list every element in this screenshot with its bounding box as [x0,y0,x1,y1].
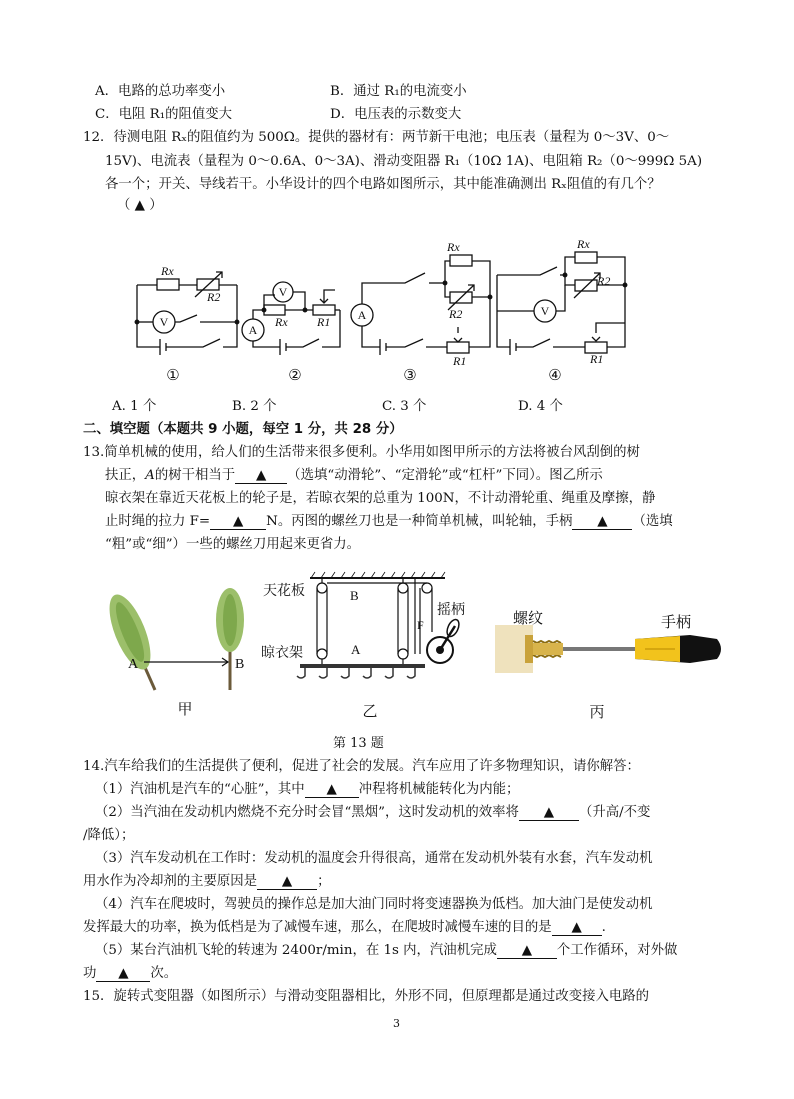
figure-13-caption: 第 13 题 [333,736,384,751]
q14-line-9: （5）某台汽油机飞轮的转速为 2400r/min，在 1s 内，汽油机完成 ▲ 个工作循环，对外做 [95,943,678,958]
q14-line-2: （1）汽油机是汽车的“心脏”，其中 ▲ 冲程将机械能转化为内能； [95,782,520,797]
label-ceiling: 天花板 [263,584,305,599]
q14-blank-2[interactable]: ▲ [519,805,579,821]
q12-line-3: 各一个；开关、导线若干。小华设计的四个电路如图所示，其中能准确测出 Rₓ阻值的有几个？ [105,177,661,192]
caption-bing: 丙 [589,705,605,721]
figure-yi-clothes-rack [255,562,485,722]
q14-line-4: /降低）； [83,828,135,843]
tree-point-b: B [235,657,245,672]
q14-line-7: （4）汽车在爬坡时，驾驶员的操作总是加大油门同时将变速器换为低档。加大油门是使发动机 [95,897,653,912]
circuit-3 [351,255,492,355]
q13-line-3: 晾衣架在靠近天花板上的轮子是，若晾衣架的总重为 100N，不计动滑轮重、绳重及摩擦，静 [105,491,656,506]
c3-r1-label: R1 [453,354,467,368]
q12-option-c: C. 3 个 [382,399,427,414]
q14-line-1: 14.汽车给我们的生活提供了便利，促进了社会的发展。汽车应用了许多物理知识，请你解答： [83,759,640,774]
c4-voltmeter-v: V [540,304,550,318]
q12-line-1: 12．待测电阻 Rₓ的阻值约为 500Ω。提供的器材有：两节新干电池；电压表（量程为 0～3V、0～ [83,130,670,145]
c3-ammeter-a: A [357,308,367,322]
q14-line-10: 功 ▲ 次。 [83,966,178,981]
q13-line-4: 止时绳的拉力 F= ▲ N。丙图的螺丝刀也是一种简单机械，叫轮轴，手柄 ▲ （选填 [105,514,673,529]
label-rack: 晾衣架 [261,646,303,661]
c1-voltmeter-v: V [159,315,169,329]
q11-option-b: B．通过 R₁的电流变小 [330,84,467,99]
q11-option-c: C．电阻 R₁的阻值变大 [95,107,233,122]
screwdriver-handle [635,635,721,663]
q13-blank-3[interactable]: ▲ [572,514,632,530]
label-f: F [417,618,424,632]
c4-r2-label: R2 [597,274,611,288]
page-number: 3 [393,1017,400,1030]
caption-jia: 甲 [177,702,193,718]
q12-option-b: B. 2 个 [232,399,277,414]
c1-rx-label: Rx [161,264,174,278]
c3-rx-label: Rx [447,240,460,254]
circuit-1 [135,272,239,355]
upright-tree [216,588,244,690]
q13-blank-1[interactable]: ▲ [235,468,287,484]
circuit-1-number: ① [166,368,180,384]
q13-line-5: “粗”或“细”）一些的螺丝刀用起来更省力。 [105,537,361,552]
q12-answer-paren: （ ▲ ） [117,198,163,213]
figure-bing-screwdriver [485,605,735,723]
q11-option-a: A．电路的总功率变小 [95,84,226,99]
q12-line-2: 15V)、电流表（量程为 0～0.6A、0～3A)、滑动变阻器 R₁（10Ω 1A)、电阻箱 R₂（0～999Ω 5A) [105,154,703,169]
q14-blank-3[interactable]: ▲ [257,874,317,890]
circuit-4-number: ④ [548,368,562,384]
q14-blank-1[interactable]: ▲ [305,782,359,798]
c2-ammeter-a: A [248,323,258,337]
circuit-2-number: ② [288,368,302,384]
q12-option-a: A. 1 个 [112,399,157,414]
q14-line-5: （3）汽车发动机在工作时：发动机的温度会升得很高，通常在发动机外装有水套，汽车发动机 [95,851,653,866]
figure-jia-tree [100,590,270,720]
label-a: A [351,642,361,657]
q14-blank-6[interactable]: ▲ [96,966,150,982]
c3-r2-label: R2 [449,307,463,321]
circuit-diagrams [125,235,645,385]
circuit-3-number: ③ [403,368,417,384]
q13-line-1: 13.简单机械的使用，给人们的生活带来很多便利。小华用如图甲所示的方法将被台风刮倒的树 [83,445,640,460]
c2-voltmeter-v: V [278,285,288,299]
label-crank: 摇柄 [437,603,465,618]
tree-point-a: A [128,657,139,672]
q14-blank-5[interactable]: ▲ [497,943,557,959]
label-handle: 手柄 [661,615,692,631]
fallen-tree [101,589,159,690]
section-title: 二、填空题（本题共 9 小题，每空 1 分，共 28 分） [83,422,403,437]
q13-line-2: 扶正，A的树干相当于 ▲ （选填“动滑轮”、“定滑轮”或“杠杆”下同）。图乙所示 [105,468,603,483]
circuit-4 [497,252,627,355]
caption-yi: 乙 [362,704,378,720]
q14-line-8: 发挥最大的功率，换为低档是为了减慢车速，那么，在爬坡时减慢车速的目的是 ▲ . [83,920,606,935]
q15-line-1: 15．旋转式变阻器（如图所示）与滑动变阻器相比，外形不同，但原理都是通过改变接入电路的 [83,989,650,1004]
c4-r1-label: R1 [590,352,604,366]
screw [525,635,563,663]
q11-option-d: D．电压表的示数变大 [330,107,462,122]
c2-r1-label: R1 [317,315,331,329]
q12-option-d: D. 4 个 [518,399,563,414]
label-b: B [350,588,359,603]
c2-rx-label: Rx [275,315,288,329]
c1-r2-label: R2 [207,290,221,304]
q13-blank-2[interactable]: ▲ [210,514,266,530]
label-thread: 螺纹 [513,611,544,627]
q14-line-3: （2）当汽油在发动机内燃烧不充分时会冒“黑烟”，这时发动机的效率将 ▲ （升高/不变 [95,805,651,820]
q14-blank-4[interactable]: ▲ [552,920,602,936]
c4-rx-label: Rx [577,237,590,251]
q14-line-6: 用水作为冷却剂的主要原因是 ▲ ； [83,874,331,889]
